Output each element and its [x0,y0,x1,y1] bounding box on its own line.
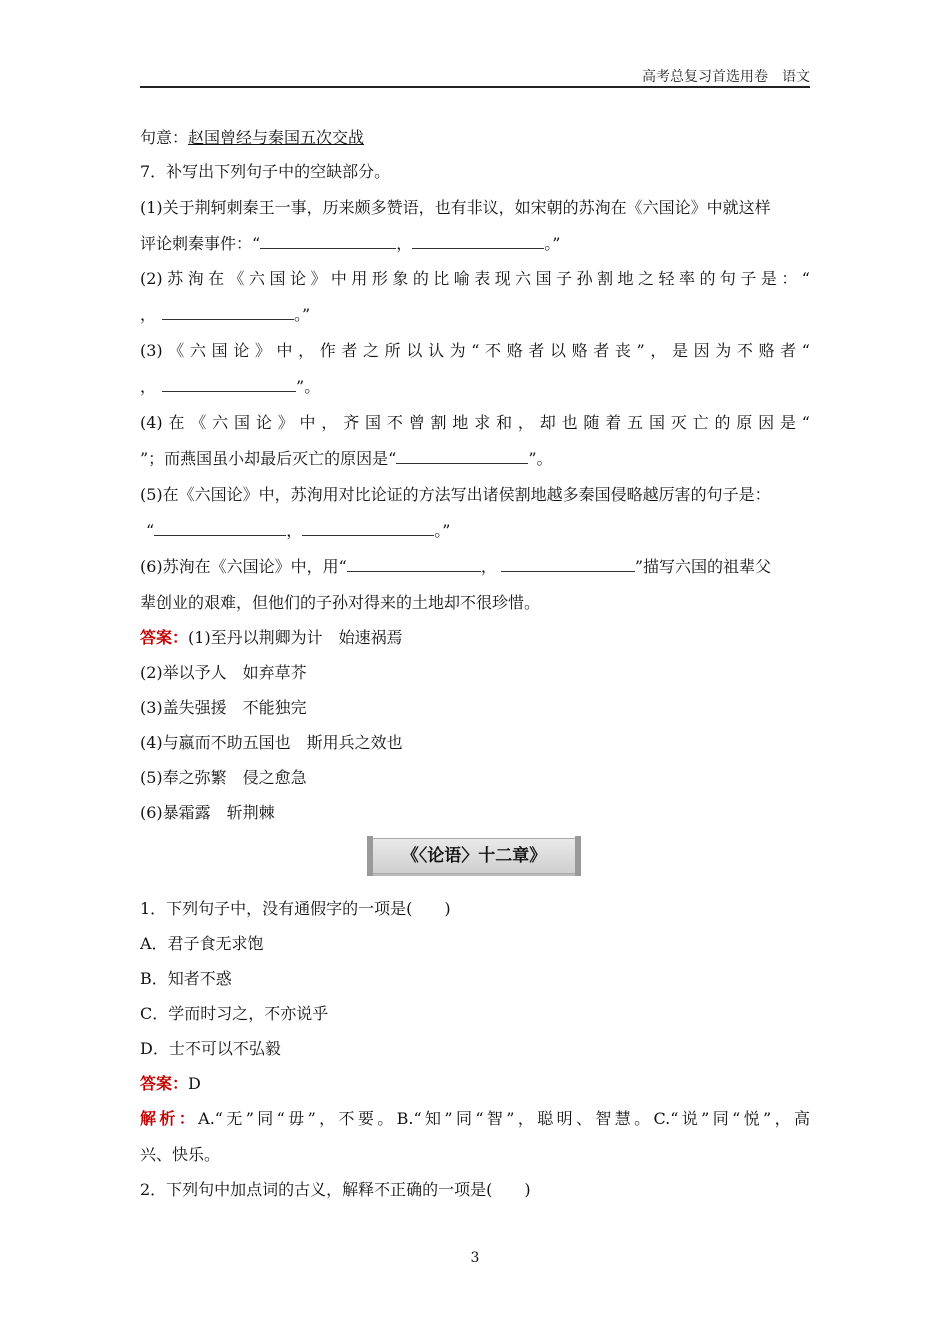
q7-5-line2: “ ， 。” [146,521,451,540]
section-title-banner: 《〈论语〉十二章》 [370,838,578,874]
blank[interactable] [154,521,286,536]
q7-6-line1: (6)苏洵在《六国论》中，用“ ， ”描写六国的祖辈父 [140,557,772,576]
q1-option-c: C．学而时习之，不亦说乎 [140,1004,329,1023]
q7-3-line1: (3)《六国论》中，作者之所以认为“不赂者以赂者丧”，是因为不赂者“ [140,341,810,360]
label: 句意： [140,128,189,147]
q1-option-d: D．士不可以不弘毅 [140,1039,281,1058]
q7-2-line1: (2)苏洵在《六国论》中用形象的比喻表现六国子孙割地之轻率的句子是：“ [140,269,810,288]
answer-6: (6)暴霜露 斩荆棘 [140,803,275,822]
blank[interactable] [260,234,396,249]
q7-4-line2: ”；而燕国虽小却最后灭亡的原因是“ ”。 [140,449,553,468]
q7-6-line2: 辈创业的艰难，但他们的子孙对得来的土地却不很珍惜。 [140,593,541,612]
q1-answer: 答案：D [140,1074,201,1093]
q1-option-a: A．君子食无求饱 [140,934,264,953]
answer-4: (4)与嬴而不助五国也 斯用兵之效也 [140,733,403,752]
answer-2: (2)举以予人 如弃草芥 [140,663,307,682]
q1-explanation-2: 兴、快乐。 [140,1145,221,1164]
blank[interactable] [396,449,528,464]
q2-stem: 2．下列句中加点词的古义，解释不正确的一项是( ) [140,1180,531,1199]
q7-3-line2: ， ”。 [140,377,321,396]
q1-option-b: B．知者不惑 [140,969,232,988]
q7-5-line1: (5)在《六国论》中，苏洵用对比论证的方法写出诸侯割地越多秦国侵略越厉害的句子是： [140,485,771,504]
header-divider [140,86,810,88]
answer-label: 答案： [140,1074,189,1093]
blank[interactable] [501,557,635,572]
q1-stem: 1．下列句子中，没有通假字的一项是( ) [140,899,451,918]
blank[interactable] [412,234,544,249]
q7-1-line1: (1)关于荆轲刺秦王一事，历来颇多赞语，也有非议，如宋朝的苏洵在《六国论》中就这样 [140,198,771,217]
answer-line: 答案：(1)至丹以荆卿为计 始速祸焉 [140,628,403,647]
q7-1-line2: 评论刺秦事件：“ ， 。” [140,234,561,253]
sentence-meaning [140,127,810,149]
answer-3: (3)盖失强援 不能独完 [140,698,307,717]
blank[interactable] [302,521,434,536]
explanation-label: 解析： [140,1109,199,1128]
q7-4-line1: (4)在《六国论》中，齐国不曾割地求和，却也随着五国灭亡的原因是“ [140,413,810,432]
answer-label: 答案： [140,628,189,647]
question-7: 7．补写出下列句子中的空缺部分。 [140,162,391,181]
blank[interactable] [162,377,296,392]
page-number: 3 [470,1250,480,1266]
blank[interactable] [162,305,294,320]
blank[interactable] [347,557,481,572]
header-title: 高考总复习首选用卷 语文 [642,69,810,85]
q1-explanation: 解析：A.“无”同“毋”，不要。B.“知”同“智”，聪明、智慧。C.“说”同“悦”，高 [140,1109,810,1128]
q7-2-line2: ， 。” [140,305,311,324]
meaning-text: 赵国曾经与秦国五次交战 [188,128,365,147]
answer-5: (5)奉之弥繁 侵之愈急 [140,768,307,787]
